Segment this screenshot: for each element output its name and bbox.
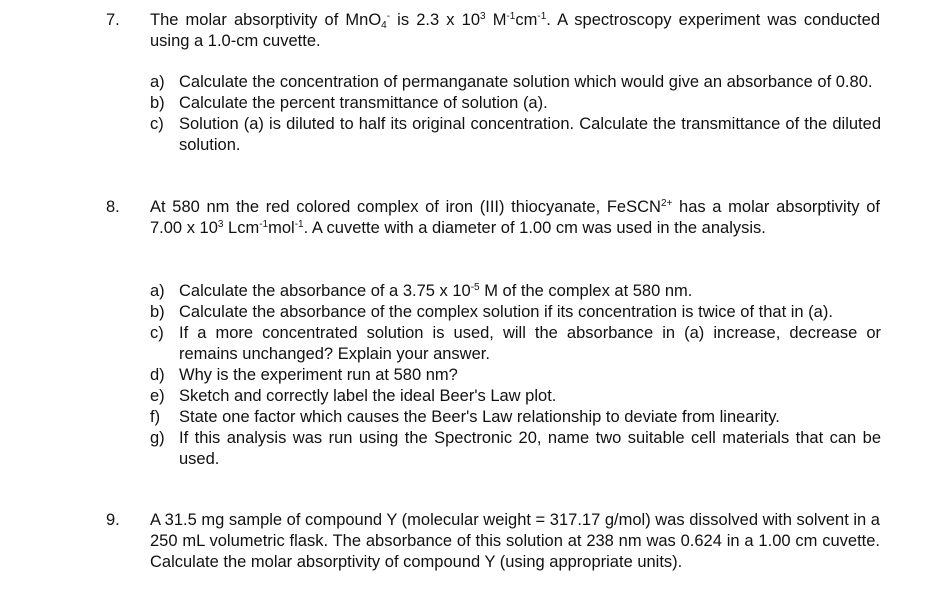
- sub-question: [150, 428, 881, 470]
- question-number: 8.: [106, 198, 120, 216]
- sub-question: [150, 407, 881, 428]
- sub-question-label: c): [150, 115, 164, 133]
- sub-question: [150, 323, 881, 365]
- sub-question-label: a): [150, 73, 165, 91]
- sub-question: [150, 114, 881, 156]
- question-number: 7.: [106, 11, 120, 29]
- sub-question-text: Solution (a) is diluted to half its original concentration. Calculate the transmittance of the diluted solution.: [179, 115, 881, 154]
- sub-question-text: State one factor which causes the Beer's Law relationship to deviate from linearity.: [179, 408, 780, 426]
- sub-question-label: d): [150, 366, 165, 384]
- sub-question-text: Calculate the percent transmittance of solution (a).: [179, 94, 548, 112]
- question-7-parts: [150, 72, 881, 156]
- sub-question: [150, 281, 881, 302]
- sub-question-text: Why is the experiment run at 580 nm?: [179, 366, 458, 384]
- sub-question: [150, 72, 881, 93]
- sub-question-label: a): [150, 282, 165, 300]
- question-stem: At 580 nm the red colored complex of iron (III) thiocyanate, FeSCN$^{2+}$ has a molar absorptivity of 7.00 x $10^3$ Lcm$^{-1}$mol$^{-1}$. A cuvette with a diameter of 1.00 cm was used in the analysis.: [150, 198, 880, 237]
- question-number: 9.: [106, 511, 120, 529]
- sub-question: [150, 93, 881, 114]
- sub-question-text: If a more concentrated solution is used, will the absorbance in (a) increase, decrease or remains unchanged? Explain your answer.: [179, 324, 881, 363]
- sub-question-label: e): [150, 387, 165, 405]
- sub-question-label: c): [150, 324, 164, 342]
- sub-question-text: If this analysis was run using the Spectronic 20, name two suitable cell materials that can be used.: [179, 429, 881, 468]
- sub-question-text: Sketch and correctly label the ideal Beer's Law plot.: [179, 387, 557, 405]
- sub-question: [150, 365, 881, 386]
- sub-question-label: g): [150, 429, 165, 447]
- sub-question-text: Calculate the concentration of permanganate solution which would give an absorbance of 0.80.: [179, 73, 873, 91]
- sub-question-label: f): [150, 408, 161, 426]
- sub-question: [150, 302, 881, 323]
- question-stem: A 31.5 mg sample of compound Y (molecular weight = 317.17 g/mol) was dissolved with solvent in a 250 mL volumetric flask. The absorbance of this solution at 238 nm was 0.624 in a 1.00 cm cuvette. Calculate the molar absorptivity of compound Y (using appropriate units).: [150, 511, 880, 571]
- question-8-parts: [150, 281, 881, 470]
- sub-question-text: Calculate the absorbance of a 3.75 x $10^{-5}$ M of the complex at 580 nm.: [179, 282, 693, 300]
- sub-question-text: Calculate the absorbance of the complex solution if its concentration is twice of that in (a).: [179, 303, 833, 321]
- sub-question: [150, 386, 881, 407]
- sub-question-label: b): [150, 94, 165, 112]
- question-stem: The molar absorptivity of MnO$_4$- is 2.3 x $10^3$ $M^{-1}cm^{-1}$. A spectroscopy experiment was conducted using a 1.0-cm cuvette.: [150, 11, 880, 50]
- sub-question-label: b): [150, 303, 165, 321]
